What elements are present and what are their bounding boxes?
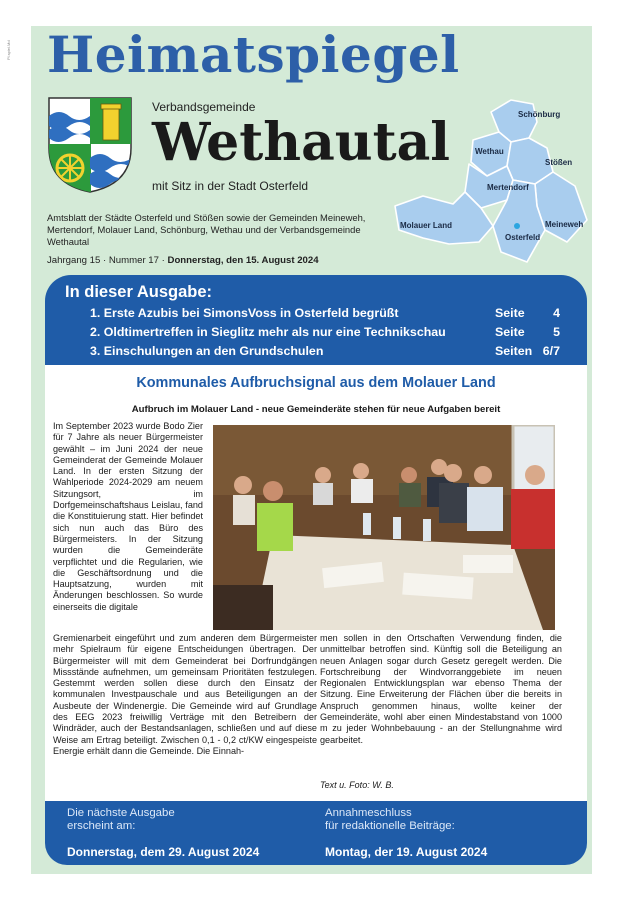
vg-label: Verbandsgemeinde [152, 100, 256, 114]
article-headline: Kommunales Aufbruchsignal aus dem Molauer Land [136, 375, 496, 391]
map-label-osterfeld: Osterfeld [505, 233, 541, 242]
article-credit: Text u. Foto: W. B. [320, 780, 394, 790]
map-label-stoessen: Stößen [545, 158, 573, 167]
map-label-molauer-land: Molauer Land [400, 221, 453, 230]
official-gazette-line: Amtsblatt der Städte Osterfeld und Stößen sowie der Gemeinden Meineweh, Mertendorf, Molauer Land, Schönburg, Wethau und der Verbandsgemeinde Wethautal [47, 212, 366, 247]
contents-item-title: 3. Einschulungen an den Grundschulen [90, 344, 324, 358]
contents-item-page: 6/7 [542, 344, 560, 358]
masthead-title: Heimatspiegel [47, 26, 460, 84]
issue-date: Donnerstag, den 15. August 2024 [167, 255, 319, 266]
article-subheadline: Aufbruch im Molauer Land - neue Gemeinderäte stehen für neue Aufgaben bereit [131, 404, 501, 415]
article-text-left-bottom: Gremienarbeit eingeführt und zum anderen dem Bürgermeister mehr Spielraum für eigene Entscheidungen übertragen. Der Bürgermeister will mit dem Gemeinderat bei Dorfrundgängen Missstände aufnehmen, um gemeinsam Prioritäten festzulegen. Gestemmt werden sollen diese durch den Einsatz der kommunalen Investpauschale und aus Beteiligungen an der Ausbeute der Windenergie. Die Gemeinde wird auf Grundlage des EEG 2023 freiwillig Verträge mit den Betreibern der Windräder, auch der Bestandsanlagen, schließen und auf diese Weise am Ertrag beteiligt. Zwischen 0,1 - 0,2 ct/KW eingespeiste Energie erhält dann die Gemeinde. Die Einnah- [53, 633, 317, 756]
issue-volume: Jahrgang 15 · Nummer 17 · [47, 255, 168, 266]
map-label-schoenburg: Schönburg [518, 110, 561, 119]
next-issue-label: Die nächste Ausgabe erscheint am: [67, 807, 175, 832]
map-label-wethau: Wethau [475, 147, 504, 156]
council-meeting-photo [213, 425, 555, 630]
main-article [45, 365, 587, 801]
coat-of-arms-icon [47, 96, 133, 194]
contents-item-page: 5 [553, 325, 560, 339]
osterfeld-marker-icon [514, 223, 520, 229]
contents-item-seite: Seite [495, 325, 525, 339]
map-label-mertendorf: Mertendorf [487, 183, 529, 192]
article-text-right: men sollen in den Ortschaften Verwendung finden, die unmittelbar betroffen sind. Künftig soll die Beteiligung an neuen Anlagen sogar durch Gesetz geregelt werden. Die Fortschreibung der Windvorranggebiete im neuen Regionalen Entwicklungsplan war ebenso Thema der Sitzung. Eine Erweiterung der Flächen über die bereits in Anspruch genommen hinaus, wollte keiner der Gemeinderäte, wohl aber einen Mindestabstand von 1000 m zu jeder Wohnbebauung - an der Stellungnahme wird gearbeitet. [320, 633, 562, 745]
deadline-label: Annahmeschluss für redaktionelle Beiträge: [325, 807, 455, 832]
contents-item-page: 4 [553, 306, 560, 320]
contents-item-title: 1. Erste Azubis bei SimonsVoss in Osterfeld begrüßt [90, 306, 399, 320]
vg-name: Wethautal [152, 112, 451, 173]
issue-line [47, 255, 319, 266]
contents-item-seite: Seiten [495, 344, 533, 358]
side-note: Pl.spiel.Md [6, 40, 11, 60]
newspaper-page [31, 26, 592, 874]
contents-item-seite: Seite [495, 306, 525, 320]
map-label-meineweh: Meineweh [545, 220, 584, 229]
next-issue-date: Donnerstag, dem 29. August 2024 [67, 845, 260, 859]
footer-box [45, 801, 587, 865]
contents-heading: In dieser Ausgabe: [65, 283, 213, 301]
article-text-left-top: Im September 2023 wurde Bodo Zier für 7 Jahre als neuer Bürgermeister gewählt – im Juni 2024 der neue Gemeinderat der Gemeinde Molauer Land. In der ersten Sitzung der Wahlperiode 2024-2029 am neuem Sitzungsort, im Dorfgemeinschaftshaus Leislau, fand die Konstituierung statt. Hier befindet sich nun auch das Büro des Bürgermeisters. In der Sitzung wurden die Gemeinderäte verpflichtet und die Regularien, wie die Geschäftsordnung und die Hauptsatzung, wurden mit Änderungen beschlossen. So wurde einerseits die digitale [53, 421, 203, 612]
municipality-map [361, 92, 591, 270]
contents-item-title: 2. Oldtimertreffen in Sieglitz mehr als nur eine Technikschau [90, 325, 446, 339]
contents-box [45, 275, 587, 365]
vg-seat: mit Sitz in der Stadt Osterfeld [152, 179, 309, 193]
deadline-date: Montag, der 19. August 2024 [325, 845, 488, 859]
